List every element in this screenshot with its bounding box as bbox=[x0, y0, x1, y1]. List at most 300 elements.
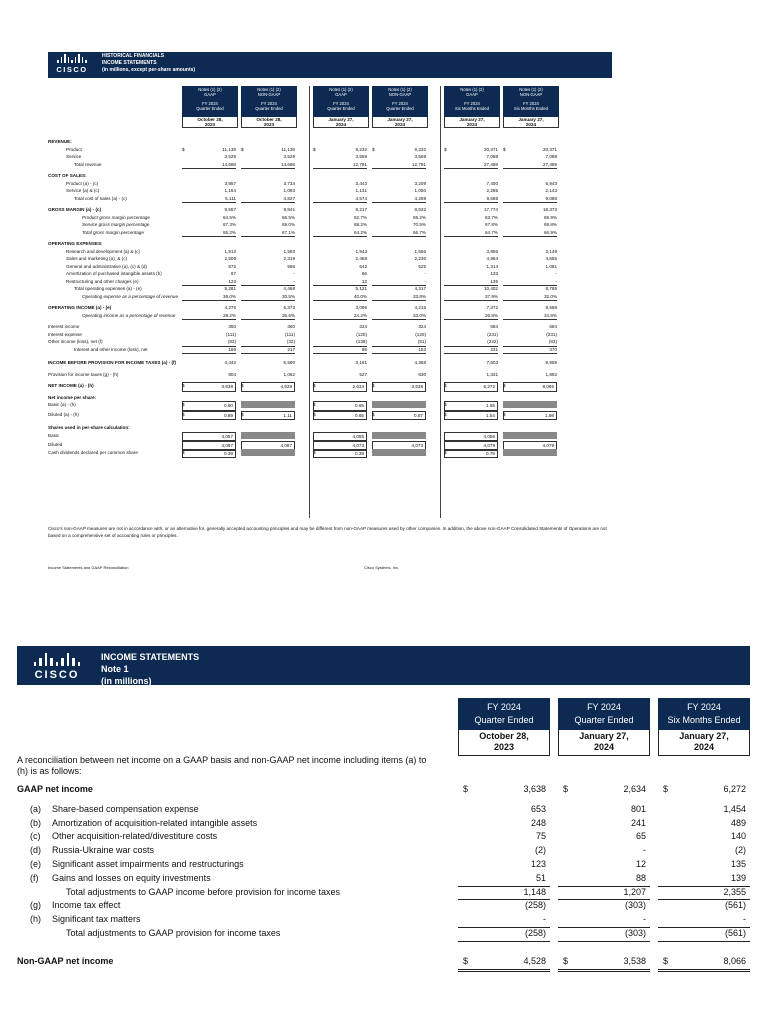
currency-symbol: $ bbox=[563, 784, 569, 794]
column-header-note: Notes (1) (2) bbox=[257, 87, 281, 92]
row-value: 34.9% bbox=[503, 312, 557, 321]
table-row bbox=[48, 229, 612, 237]
currency-symbol: $ bbox=[241, 146, 244, 152]
row-value: 4,528 bbox=[458, 955, 550, 972]
row-label: GAAP net income bbox=[17, 784, 93, 794]
column-header bbox=[503, 86, 559, 127]
column-divider bbox=[440, 86, 441, 518]
row-label: Basic (a) - (h) bbox=[48, 402, 76, 407]
row-value: 4,073 bbox=[313, 441, 367, 451]
row-value: 489 bbox=[730, 817, 746, 828]
row-value: - bbox=[293, 271, 295, 276]
non-gaap-footnote: Cisco's non-GAAP measures are not in accordance with, or an alternative for, generally accepted accounting principles and may be different from non-GAAP measures used by other companies. In addition, the above non-GAAP Consolidated Statements of Operations are not based on a comprehensive set of accounting rules or principles. bbox=[48, 526, 607, 538]
row-value: 684 bbox=[490, 324, 498, 329]
row-label: Total operating expenses (a) - (e) bbox=[74, 286, 142, 291]
row-value: 27,459 bbox=[444, 161, 498, 170]
row-value: 3,538 bbox=[558, 955, 650, 972]
row-value: 36.6% bbox=[241, 312, 295, 321]
shaded-empty-cell bbox=[503, 401, 557, 408]
row-value: 63.7% bbox=[484, 214, 498, 220]
row-value: 14,668 bbox=[241, 161, 295, 170]
row-value: 69.0% bbox=[281, 222, 295, 227]
section-heading bbox=[48, 172, 612, 180]
row-value: 2,458 bbox=[355, 256, 367, 261]
row-value: 1,081 bbox=[545, 263, 557, 269]
column-date-line: 2024 bbox=[466, 122, 478, 127]
row-value: 3,957 bbox=[224, 180, 236, 186]
table-row bbox=[48, 411, 612, 419]
row-label: Gains and losses on equity investments bbox=[52, 872, 211, 883]
column-header-note: Notes (1) (2) bbox=[460, 87, 484, 92]
row-value: 12,791 bbox=[313, 161, 367, 170]
table-row bbox=[17, 858, 750, 872]
row-value: 5,373 bbox=[283, 305, 295, 310]
row-value: 9,086 bbox=[503, 195, 557, 204]
row-value: (83) bbox=[182, 338, 236, 347]
column-header-date bbox=[458, 730, 550, 756]
row-value: 642 bbox=[359, 263, 367, 269]
table-row bbox=[48, 323, 612, 331]
row-value: - bbox=[372, 278, 426, 287]
row-value: 0.87 bbox=[372, 411, 426, 421]
row-value: 3,209 bbox=[414, 180, 426, 186]
currency-symbol: $ bbox=[444, 449, 447, 455]
row-value: 1,892 bbox=[545, 371, 557, 377]
row-value: 2,634 bbox=[623, 784, 646, 794]
row-value: (83) bbox=[503, 338, 557, 347]
currency-symbol: $ bbox=[444, 383, 447, 388]
column-header-note: Notes (1) (2) bbox=[388, 87, 412, 92]
section-heading bbox=[48, 138, 612, 146]
row-value: 7,603 bbox=[486, 360, 498, 365]
row-value: 1.55 bbox=[444, 401, 498, 411]
row-value: 33.0% bbox=[372, 312, 426, 321]
row-value: 5,590 bbox=[283, 360, 295, 365]
title-line: INCOME STATEMENTS bbox=[102, 60, 157, 66]
shaded-empty-cell bbox=[372, 449, 426, 456]
row-value: 12 bbox=[635, 858, 646, 869]
currency-symbol: $ bbox=[182, 146, 185, 152]
currency-symbol: $ bbox=[663, 784, 669, 794]
row-value: (561) bbox=[724, 900, 746, 911]
row-value: 18,373 bbox=[542, 207, 557, 212]
row-value: 70.5% bbox=[412, 222, 426, 227]
row-value: (231) bbox=[546, 331, 557, 337]
row-value: 9,588 bbox=[545, 305, 557, 310]
currency-symbol: $ bbox=[313, 146, 316, 152]
table-row bbox=[48, 214, 612, 222]
cisco-logo bbox=[29, 653, 85, 681]
row-value: 1.11 bbox=[241, 411, 295, 421]
row-value: 88 bbox=[558, 872, 650, 887]
item-letter: (c) bbox=[30, 831, 41, 842]
table-row bbox=[48, 146, 612, 154]
section-heading bbox=[48, 424, 612, 432]
row-value: 4,215 bbox=[414, 305, 426, 310]
row-value: 4,276 bbox=[224, 305, 236, 310]
item-letter: (a) bbox=[30, 803, 41, 814]
row-value: 4,073 bbox=[372, 441, 426, 451]
table-row bbox=[48, 206, 612, 214]
row-label: Amortization of acquisition-related intangible assets bbox=[52, 817, 258, 828]
currency-symbol: $ bbox=[182, 411, 185, 417]
row-value: 360 bbox=[228, 324, 236, 329]
column-header-fy: FY 2024 bbox=[523, 100, 539, 106]
column-header-block bbox=[458, 698, 550, 730]
row-value: 65.2% bbox=[412, 214, 426, 220]
row-value: 1,314 bbox=[486, 263, 498, 269]
row-value: 1.54 bbox=[444, 411, 498, 421]
table-row bbox=[48, 248, 612, 256]
column-header-basis: NON-GAAP bbox=[388, 92, 412, 98]
row-value: - bbox=[458, 913, 550, 928]
row-value: 135 bbox=[444, 278, 498, 287]
row-value: 231 bbox=[444, 346, 498, 355]
row-value: 66.9% bbox=[503, 229, 557, 238]
row-value: 0.39 bbox=[182, 449, 236, 459]
currency-symbol: $ bbox=[563, 955, 569, 966]
title-line: HISTORICAL FINANCIALS bbox=[102, 53, 165, 59]
intro-line: A reconciliation between net income on a GAAP basis and non-GAAP net income including items (a) to bbox=[17, 755, 427, 765]
row-value: - bbox=[558, 913, 650, 928]
row-value: 4,056 bbox=[444, 432, 498, 442]
table-row bbox=[48, 441, 612, 449]
row-value: 24.2% bbox=[313, 312, 367, 321]
row-label: Non-GAAP net income bbox=[17, 955, 114, 966]
shaded-empty-cell bbox=[372, 432, 426, 439]
table-row bbox=[48, 278, 612, 286]
column-header-date bbox=[313, 117, 369, 128]
row-value: 67.3% bbox=[222, 222, 236, 227]
row-value: 66.7% bbox=[372, 229, 426, 238]
row-label: Service (a) & (c) bbox=[66, 188, 100, 193]
row-label: Product (a) - (c) bbox=[66, 180, 99, 186]
cisco-wordmark: CISCO bbox=[34, 669, 80, 681]
non-gaap-net-income-row bbox=[17, 955, 750, 969]
row-value: 66 bbox=[361, 271, 367, 276]
column-header-basis: GAAP bbox=[204, 92, 216, 98]
row-value: 67 bbox=[230, 271, 236, 276]
section-heading-label: REVENUE: bbox=[48, 139, 72, 144]
row-value: (303) bbox=[558, 927, 650, 942]
row-value: 4,574 bbox=[313, 195, 367, 204]
column-date-line: 2024 bbox=[593, 742, 615, 752]
row-value: 1,593 bbox=[283, 248, 295, 254]
row-label: Research and development (a) & (c) bbox=[66, 248, 141, 254]
row-value: 37.9% bbox=[444, 293, 498, 302]
row-value: 9,232 bbox=[414, 146, 426, 152]
table-row bbox=[48, 432, 612, 440]
row-value: 2,634 bbox=[313, 382, 367, 392]
currency-symbol: $ bbox=[313, 449, 316, 455]
item-letter: (f) bbox=[30, 872, 39, 883]
currency-symbol: $ bbox=[372, 411, 375, 417]
row-value: 139 bbox=[658, 872, 750, 887]
column-header bbox=[658, 698, 750, 756]
row-value: 1,093 bbox=[283, 188, 295, 193]
row-value: 2,236 bbox=[414, 256, 426, 261]
total-adjustments-before-tax-row bbox=[17, 886, 750, 900]
table-row bbox=[48, 401, 612, 409]
row-value: 65.2% bbox=[182, 229, 236, 238]
row-value: 360 bbox=[287, 324, 295, 329]
row-label: Product bbox=[66, 146, 82, 152]
row-value: 40.0% bbox=[313, 293, 367, 302]
row-value: 4,079 bbox=[444, 441, 498, 451]
row-value: 3,538 bbox=[372, 382, 426, 392]
section-heading-label: Net income per share: bbox=[48, 394, 97, 400]
row-label: Product gross margin percentage bbox=[82, 214, 150, 220]
row-value: 68.2% bbox=[353, 222, 367, 227]
column-header-block bbox=[444, 86, 500, 117]
section-heading bbox=[48, 394, 612, 402]
column-date-line: January 27, bbox=[387, 117, 413, 122]
row-value: 801 bbox=[630, 803, 646, 814]
row-value: 36.0% bbox=[182, 293, 236, 302]
row-value: 3,529 bbox=[283, 154, 295, 159]
section-heading-label: OPERATING EXPENSES: bbox=[48, 241, 103, 246]
page2-title bbox=[101, 651, 199, 687]
title-line: INCOME STATEMENTS bbox=[101, 652, 200, 662]
table-row bbox=[48, 331, 612, 339]
row-value: 5,281 bbox=[224, 286, 236, 291]
column-header-fy: FY 2024 bbox=[392, 100, 408, 106]
column-header-period: Quarter Ended bbox=[327, 106, 355, 112]
column-header bbox=[372, 86, 428, 127]
row-value: 20,371 bbox=[542, 146, 557, 152]
column-date-line: 2024 bbox=[394, 122, 406, 127]
row-value: (561) bbox=[658, 927, 750, 942]
row-value: 6,272 bbox=[723, 784, 746, 794]
row-label: Total cost of sales (a) - (c) bbox=[74, 195, 127, 201]
row-value: 3,559 bbox=[414, 154, 426, 159]
section-heading-label: Shares used in per-share calculation: bbox=[48, 425, 130, 430]
column-header-block bbox=[313, 86, 369, 117]
table-row bbox=[48, 195, 612, 203]
row-value: 4,057 bbox=[182, 432, 236, 442]
shaded-empty-cell bbox=[241, 401, 295, 408]
row-value: 556 bbox=[287, 263, 295, 269]
row-value: 8,066 bbox=[658, 955, 750, 972]
row-value: - bbox=[424, 271, 426, 276]
row-label: Amortization of purchased intangible assets (b) bbox=[66, 271, 162, 276]
table-row bbox=[48, 255, 612, 263]
row-value: 2,355 bbox=[658, 886, 750, 901]
table-row bbox=[17, 872, 750, 886]
row-value: 3,856 bbox=[486, 248, 498, 254]
row-value: 1,913 bbox=[224, 248, 236, 254]
intro-line: (h) is as follows: bbox=[17, 766, 82, 776]
table-row bbox=[17, 844, 750, 858]
row-value: 3,638 bbox=[523, 784, 546, 794]
row-spacer bbox=[17, 941, 750, 955]
row-value: - bbox=[503, 278, 557, 287]
row-value: 123 bbox=[182, 278, 236, 287]
column-date-line: 2023 bbox=[204, 122, 216, 127]
row-value: 9,841 bbox=[283, 207, 295, 212]
column-header-block bbox=[241, 86, 297, 117]
row-value: 67.8% bbox=[484, 222, 498, 227]
page-note-1-reconciliation bbox=[0, 640, 768, 1024]
column-header bbox=[444, 86, 500, 127]
row-value: (32) bbox=[241, 338, 295, 347]
column-header-period: Quarter Ended bbox=[386, 106, 414, 112]
column-divider bbox=[309, 86, 310, 518]
row-value: 0.39 bbox=[313, 449, 367, 459]
row-value: 5,111 bbox=[182, 195, 236, 204]
row-value: 27,459 bbox=[503, 161, 557, 170]
column-date-line: January 27, bbox=[328, 117, 354, 122]
row-value: (2) bbox=[535, 845, 546, 856]
currency-symbol: $ bbox=[313, 411, 316, 417]
row-value: 8,785 bbox=[545, 286, 557, 291]
currency-symbol: $ bbox=[182, 402, 185, 407]
column-date-line: 2024 bbox=[525, 122, 537, 127]
column-header-basis: NON-GAAP bbox=[519, 92, 543, 98]
row-label: Interest and other income (loss), net bbox=[74, 346, 148, 352]
row-value: 1,050 bbox=[414, 188, 426, 193]
column-header-fy: FY 2024 bbox=[261, 100, 277, 106]
row-label: Russia-Ukraine war costs bbox=[52, 845, 155, 856]
row-value: 166 bbox=[182, 346, 236, 355]
shaded-empty-cell bbox=[372, 401, 426, 408]
row-value: 135 bbox=[730, 858, 746, 869]
row-value: 4,368 bbox=[414, 360, 426, 365]
row-value: 33.8% bbox=[372, 293, 426, 302]
row-value: 1.98 bbox=[503, 411, 557, 421]
title-line: Note 1 bbox=[101, 664, 129, 674]
currency-symbol: $ bbox=[444, 146, 447, 152]
gaap-net-income-row bbox=[17, 783, 750, 797]
row-label: General and administrative (a), (c) & (d) bbox=[66, 263, 147, 269]
column-header-block bbox=[658, 698, 750, 730]
cisco-wordmark: CISCO bbox=[56, 65, 88, 74]
column-header-block bbox=[503, 86, 559, 117]
row-label: Operating expense as a percentage of revenue bbox=[82, 293, 179, 299]
row-value: 3,149 bbox=[545, 248, 557, 254]
cisco-logo bbox=[52, 54, 92, 76]
row-value: (231) bbox=[487, 331, 498, 337]
table-row bbox=[48, 304, 612, 312]
row-value: 4,317 bbox=[414, 286, 426, 291]
row-value: 11,139 bbox=[281, 146, 295, 152]
row-value: - bbox=[555, 271, 557, 276]
row-label: Total adjustments to GAAP income before provision for income taxes bbox=[66, 886, 340, 897]
row-value: 9,958 bbox=[545, 360, 557, 365]
table-row bbox=[17, 913, 750, 927]
table-row bbox=[48, 338, 612, 346]
column-header-period: Quarter Ended bbox=[255, 106, 283, 112]
table-row bbox=[48, 382, 612, 390]
row-value: 2,285 bbox=[486, 188, 498, 193]
page1-title bbox=[102, 53, 195, 74]
row-label: Share-based compensation expense bbox=[52, 803, 199, 814]
row-value: 133 bbox=[490, 271, 498, 276]
row-value: 4,468 bbox=[283, 286, 295, 291]
column-date-line: 2023 bbox=[493, 742, 515, 752]
row-value: 241 bbox=[630, 817, 646, 828]
item-letter: (d) bbox=[30, 845, 41, 856]
row-value: 2,143 bbox=[545, 188, 557, 193]
row-value: 4,079 bbox=[503, 441, 557, 451]
row-value: 1,062 bbox=[283, 371, 295, 377]
row-value: 65 bbox=[313, 346, 367, 355]
row-value: 7,088 bbox=[486, 154, 498, 159]
column-header-period: Quarter Ended bbox=[474, 715, 534, 725]
page1-header-banner bbox=[48, 52, 612, 78]
row-value: 4,087 bbox=[182, 441, 236, 451]
row-value: (120) bbox=[356, 331, 367, 337]
row-value: 370 bbox=[503, 346, 557, 355]
row-value: 64.2% bbox=[313, 229, 367, 238]
table-row bbox=[17, 830, 750, 844]
page2-reconciliation-table bbox=[17, 755, 750, 969]
row-value: (111) bbox=[225, 331, 236, 337]
table-row bbox=[48, 180, 612, 188]
shaded-empty-cell bbox=[503, 449, 557, 456]
column-header-date bbox=[241, 117, 297, 128]
row-value: - bbox=[643, 845, 646, 856]
row-value: 653 bbox=[530, 803, 546, 814]
currency-symbol: $ bbox=[372, 146, 375, 152]
item-letter: (b) bbox=[30, 817, 41, 828]
row-value: 1,331 bbox=[486, 371, 498, 377]
currency-symbol: $ bbox=[663, 955, 669, 966]
row-label: Significant tax matters bbox=[52, 914, 141, 925]
row-value: 123 bbox=[530, 858, 546, 869]
table-row bbox=[48, 187, 612, 195]
row-label: Diluted (a) - (h) bbox=[48, 411, 79, 417]
column-header-period: Quarter Ended bbox=[574, 715, 634, 725]
row-value: (222) bbox=[444, 338, 498, 347]
row-label: Other acquisition-related/divestiture costs bbox=[52, 831, 218, 842]
column-date-line: January 27, bbox=[459, 117, 485, 122]
row-value: 4,555 bbox=[545, 256, 557, 261]
table-row bbox=[48, 153, 612, 161]
column-header-note: Notes (1) (2) bbox=[329, 87, 353, 92]
column-header-fy: FY 2024 bbox=[333, 100, 349, 106]
row-label: Sales and marketing (a), & (c) bbox=[66, 256, 128, 261]
row-value: 64.5% bbox=[222, 214, 236, 220]
row-value: 248 bbox=[530, 817, 546, 828]
column-header-block bbox=[558, 698, 650, 730]
row-value: 4,259 bbox=[372, 195, 426, 204]
row-value: 4,528 bbox=[241, 382, 295, 392]
column-header-date bbox=[444, 117, 500, 128]
column-header-fy: FY 2024 bbox=[464, 100, 480, 106]
currency-symbol: $ bbox=[503, 383, 506, 388]
row-value: 17,774 bbox=[483, 207, 498, 212]
row-label: Total gross margin percentage bbox=[82, 229, 144, 235]
page2-header-banner bbox=[17, 646, 750, 685]
column-header-block bbox=[372, 86, 428, 117]
currency-symbol: $ bbox=[372, 383, 375, 388]
row-label: GROSS MARGIN (a) - (c) bbox=[48, 207, 102, 212]
row-label: Total adjustments to GAAP provision for income taxes bbox=[66, 927, 281, 938]
section-heading bbox=[48, 240, 612, 248]
column-header-fy: FY 2024 bbox=[687, 702, 721, 712]
column-header-date bbox=[372, 117, 428, 128]
row-value: (258) bbox=[458, 927, 550, 942]
row-value: 51 bbox=[458, 872, 550, 887]
row-label: Interest income bbox=[48, 324, 80, 329]
column-date-line: 2024 bbox=[335, 122, 347, 127]
row-value: 1,207 bbox=[558, 886, 650, 901]
column-header bbox=[313, 86, 369, 127]
column-header bbox=[458, 698, 550, 756]
column-date-line: January 27, bbox=[679, 731, 729, 741]
shaded-empty-cell bbox=[503, 432, 557, 439]
